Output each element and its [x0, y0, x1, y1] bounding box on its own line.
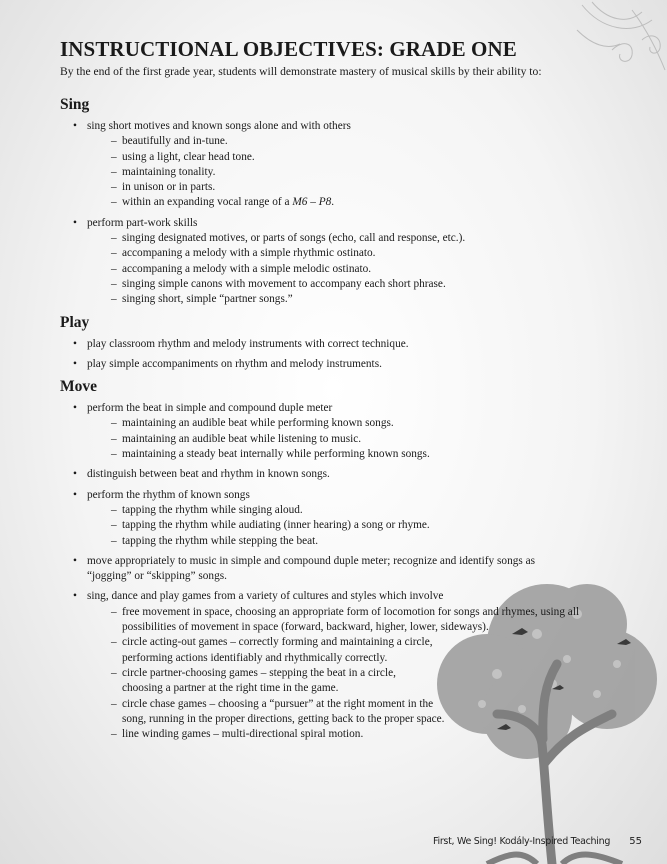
sub-item-line: circle chase games – choosing a “pursuer” at the right moment in the [122, 697, 434, 710]
item-text: perform part-work skills [87, 216, 198, 229]
list-item [73, 119, 640, 211]
sub-item [87, 231, 640, 246]
bullet-icon: • [73, 216, 77, 229]
sub-item-text: accompaning a melody with a simple melodic ostinato. [122, 262, 372, 275]
dash-icon: – [111, 534, 117, 547]
item-text: play classroom rhythm and melody instruments with correct technique. [87, 337, 409, 350]
dash-icon: – [111, 165, 117, 178]
dash-icon: – [111, 247, 117, 260]
sub-item-line: circle partner-choosing games – stepping the beat in a circle, [122, 666, 396, 679]
sub-item [87, 503, 640, 518]
sub-item [87, 180, 640, 195]
dash-icon: – [111, 417, 117, 430]
sub-item [87, 292, 640, 307]
dash-icon: – [111, 135, 117, 148]
list-item [73, 216, 640, 308]
sub-item-text: using a light, clear head tone. [122, 150, 255, 163]
sub-item-text: tapping the rhythm while singing aloud. [122, 503, 303, 516]
list-item [73, 401, 640, 462]
sub-item [87, 727, 640, 742]
bullet-icon: • [73, 590, 77, 603]
sub-item-line: free movement in space, choosing an appropriate form of locomotion for songs and rhymes, using all [122, 605, 580, 618]
section-sing [60, 96, 640, 308]
sub-item-text: maintaining an audible beat while listening to music. [122, 432, 362, 445]
dash-icon: – [111, 519, 117, 532]
list-item [73, 337, 640, 352]
sub-item-text: within an expanding vocal range of a [122, 196, 290, 209]
vocal-range: M6 – P8 [292, 196, 332, 209]
bullet-icon: • [73, 337, 77, 350]
sub-item-line: line winding games – multi-directional spiral motion. [122, 728, 364, 741]
sub-item-text: maintaining a steady beat internally while performing known songs. [122, 448, 430, 461]
sub-item [87, 697, 640, 728]
sub-item-line: song, running in the proper directions, getting back to the proper space. [122, 712, 445, 725]
sub-item [87, 605, 640, 636]
sub-item [87, 246, 640, 261]
sub-item [87, 416, 640, 431]
bullet-icon: • [73, 488, 77, 501]
dash-icon: – [111, 503, 117, 516]
sub-item [87, 518, 640, 533]
dash-icon: – [111, 666, 117, 679]
item-text: play simple accompaniments on rhythm and melody instruments. [87, 357, 382, 370]
sub-item [87, 150, 640, 165]
sub-item-text: singing designated motives, or parts of songs (echo, call and response, etc.). [122, 232, 466, 245]
page-number: 55 [629, 836, 642, 847]
bullet-icon: • [73, 468, 77, 481]
sub-item-text: singing short, simple “partner songs.” [122, 293, 293, 306]
sub-item-text: maintaining an audible beat while performing known songs. [122, 417, 394, 430]
item-text: perform the rhythm of known songs [87, 488, 250, 501]
page-title: INSTRUCTIONAL OBJECTIVES: GRADE ONE [60, 37, 517, 61]
play-list [60, 337, 640, 373]
dash-icon: – [111, 181, 117, 194]
list-item [73, 357, 640, 372]
sub-item [87, 134, 640, 149]
section-heading-play: Play [60, 313, 90, 331]
sub-item [87, 635, 640, 666]
dash-icon: – [111, 728, 117, 741]
sub-item-text: beautifully and in-tune. [122, 135, 228, 148]
dash-icon: – [111, 150, 117, 163]
footer-book-title: First, We Sing! Kodály-Inspired Teaching [433, 836, 611, 847]
sub-item-line: circle acting-out games – correctly forming and maintaining a circle, [122, 636, 433, 649]
item-text: distinguish between beat and rhythm in known songs. [87, 468, 330, 481]
dash-icon: – [111, 277, 117, 290]
bullet-icon: • [73, 402, 77, 415]
dash-icon: – [111, 605, 117, 618]
sub-item [87, 262, 640, 277]
sub-item-line: possibilities of movement in space (forward, backward, higher, lower, sideways). [122, 621, 489, 634]
sub-item [87, 195, 640, 210]
dash-icon: – [111, 262, 117, 275]
sub-item [87, 432, 640, 447]
sub-item [87, 277, 640, 292]
section-heading-sing: Sing [60, 96, 90, 113]
sub-item [87, 447, 640, 462]
bullet-icon: • [73, 357, 77, 370]
dash-icon: – [111, 697, 117, 710]
sub-item-text: singing simple canons with movement to accompany each short phrase. [122, 277, 446, 290]
sub-item-text: tapping the rhythm while stepping the beat. [122, 534, 319, 547]
section-play [60, 314, 640, 373]
bullet-icon: • [73, 554, 77, 567]
range-end: . [331, 196, 335, 209]
dash-icon: – [111, 636, 117, 649]
list-item [73, 488, 640, 549]
page-content [60, 37, 640, 747]
sub-item-line: choosing a partner at the right time in the game. [122, 682, 339, 695]
dash-icon: – [111, 293, 117, 306]
sub-item [87, 534, 640, 549]
sub-item-text: accompaning a melody with a simple rhythmic ostinato. [122, 247, 376, 260]
page-footer [433, 836, 642, 847]
sub-item [87, 165, 640, 180]
item-text: sing, dance and play games from a variety of cultures and styles which involve [87, 590, 444, 603]
dash-icon: – [111, 232, 117, 245]
item-text: sing short motives and known songs alone and with others [87, 120, 351, 132]
list-item [73, 554, 640, 585]
item-text: perform the beat in simple and compound duple meter [87, 402, 333, 415]
section-move [60, 378, 640, 742]
intro-text: By the end of the first grade year, students will demonstrate mastery of musical skills by their ability to: [60, 65, 542, 78]
sub-item-line: performing actions identifiably and rhythmically correctly. [122, 651, 388, 664]
item-text-line: “jogging” or “skipping” songs. [87, 570, 227, 583]
sub-item-text: in unison or in parts. [122, 181, 216, 194]
sub-item-text: tapping the rhythm while audiating (inner hearing) a song or rhyme. [122, 519, 430, 532]
bullet-icon: • [73, 120, 77, 132]
sub-item-text: maintaining tonality. [122, 165, 216, 178]
dash-icon: – [111, 448, 117, 461]
move-list [60, 401, 640, 742]
list-item [73, 467, 640, 482]
list-item [73, 589, 640, 742]
sing-list [60, 119, 640, 308]
dash-icon: – [111, 196, 117, 209]
sub-item [87, 666, 640, 697]
section-heading-move: Move [60, 378, 98, 396]
item-text-line: move appropriately to music in simple and compound duple meter; recognize and identify songs as [87, 554, 535, 567]
dash-icon: – [111, 432, 117, 445]
